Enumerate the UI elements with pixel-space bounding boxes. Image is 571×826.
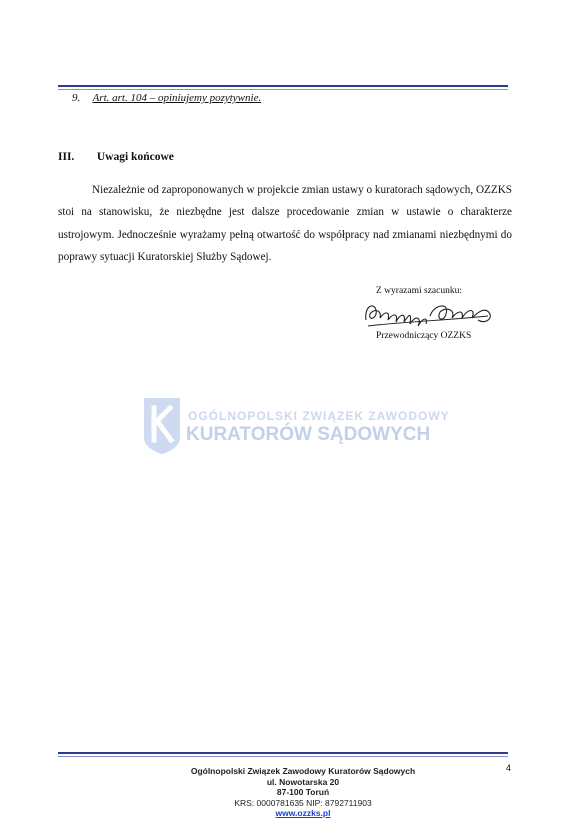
signatory-role: Przewodniczący OZZKS [376, 331, 472, 341]
body-paragraph: Niezależnie od zaproponowanych w projekcie zmian ustawy o kuratorach sądowych, OZZKS stoi na stanowisku, że niezbędne jest dalsze procedowanie zmian w ustawie o charakterze ustrojowym. Jednocześnie wyrażamy pełną otwartość do współpracy nad zmianami niezbędnymi do poprawy sytuacji Kuratorskiej Służby Sądowej. [58, 184, 512, 264]
page-number: 4 [506, 763, 512, 773]
section-number: III. [58, 151, 75, 163]
section-heading [58, 151, 174, 163]
watermark-line2: KURATORÓW SĄDOWYCH [186, 424, 431, 445]
closing-salutation: Z wyrazami szacunku: [376, 286, 462, 296]
watermark [140, 396, 450, 458]
footer-org: Ogólnopolski Związek Zawodowy Kuratorów Sądowych [190, 766, 416, 776]
footer-ids: KRS: 0000781635 NIP: 8792711903 [234, 797, 372, 808]
footer [150, 766, 456, 819]
handwritten-signature [360, 296, 500, 332]
list-item-text: Art. art. 104 – opiniujemy pozytywnie. [92, 92, 262, 104]
footer-street: ul. Nowotarska 20 [266, 776, 340, 787]
footer-city: 87-100 Toruń [276, 787, 330, 797]
footer-rule [58, 752, 508, 757]
footer-website-link[interactable]: www.ozzks.pl [275, 808, 331, 818]
list-item-number: 9. [72, 92, 81, 104]
section-title: Uwagi końcowe [96, 151, 174, 163]
watermark-line1: OGÓLNOPOLSKI ZWIĄZEK ZAWODOWY [188, 409, 450, 423]
list-item-9 [72, 92, 261, 104]
header-rule [58, 85, 508, 90]
union-logo-icon [140, 396, 184, 454]
